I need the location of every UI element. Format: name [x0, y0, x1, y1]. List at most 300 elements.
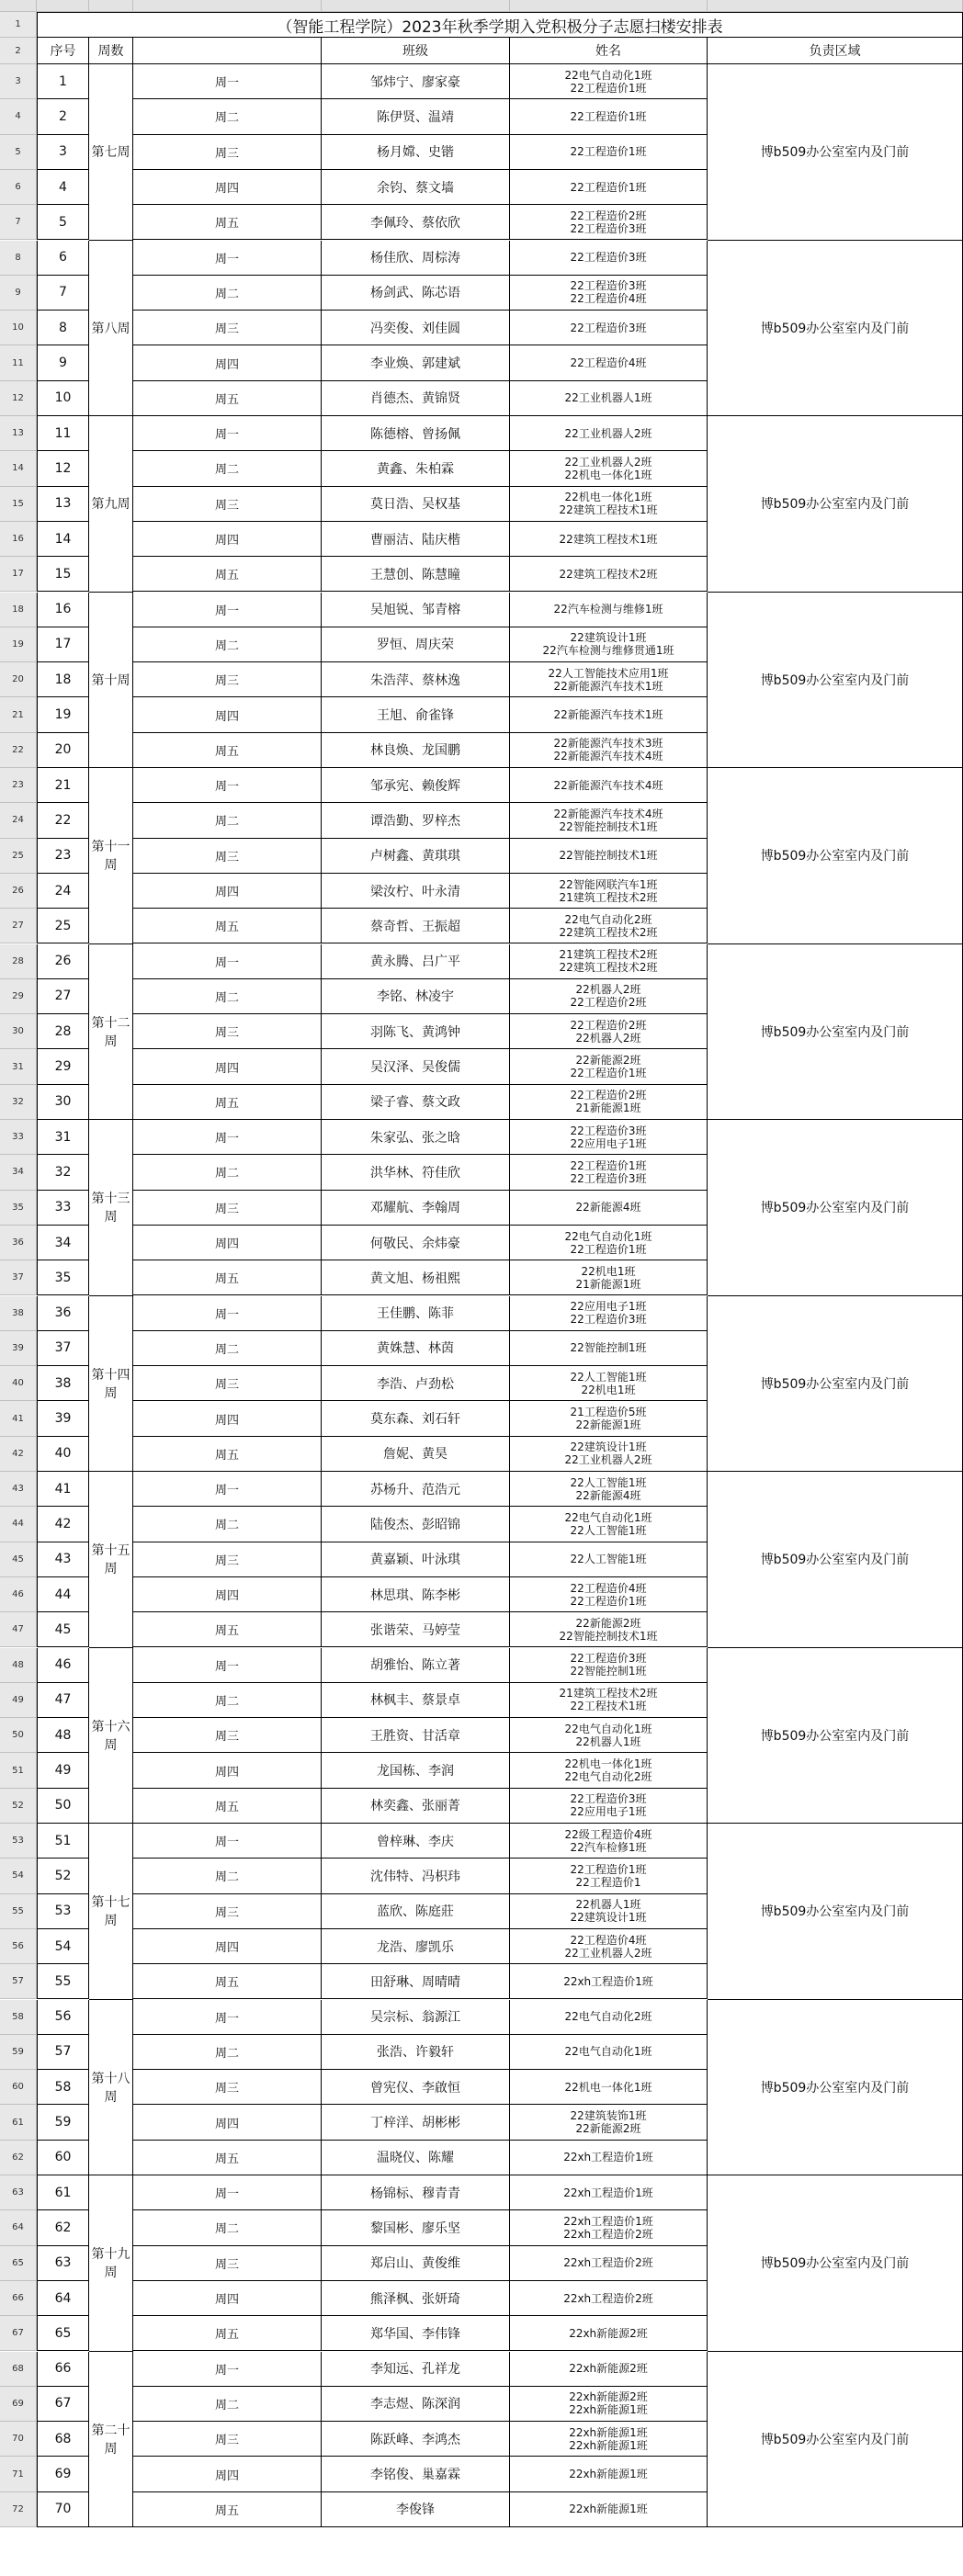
row-number[interactable]: 64 — [0, 2210, 37, 2245]
names-cell[interactable]: 林枫丰、蔡景卓 — [322, 1683, 510, 1718]
names-cell[interactable]: 温晓仪、陈耀 — [322, 2141, 510, 2175]
row-number[interactable]: 61 — [0, 2105, 37, 2140]
seq-cell[interactable]: 67 — [37, 2387, 89, 2422]
weekday-cell[interactable]: 周四 — [133, 697, 322, 732]
names-cell[interactable]: 陈德榕、曾扬佩 — [322, 416, 510, 451]
row-number[interactable]: 47 — [0, 1612, 37, 1647]
row-number[interactable]: 15 — [0, 487, 37, 522]
weekday-cell[interactable]: 周三 — [133, 2422, 322, 2457]
names-cell[interactable]: 李知远、孔祥龙 — [322, 2352, 510, 2387]
column-header[interactable] — [510, 0, 708, 12]
seq-cell[interactable]: 15 — [37, 557, 89, 592]
row-number[interactable]: 57 — [0, 1964, 37, 1999]
class-cell[interactable] — [510, 1683, 708, 1718]
names-cell[interactable]: 梁子睿、蔡文政 — [322, 1085, 510, 1120]
weekday-cell[interactable]: 周一 — [133, 241, 322, 276]
row-number[interactable]: 27 — [0, 909, 37, 943]
row-number[interactable]: 40 — [0, 1366, 37, 1401]
names-cell[interactable]: 李业焕、郭建斌 — [322, 345, 510, 380]
class-cell[interactable] — [510, 803, 708, 838]
class-cell[interactable] — [510, 522, 708, 557]
row-number[interactable]: 25 — [0, 839, 37, 874]
names-cell[interactable]: 李俊锋 — [322, 2492, 510, 2527]
weekday-cell[interactable]: 周五 — [133, 909, 322, 943]
week-cell[interactable]: 第十周 — [89, 593, 133, 769]
seq-cell[interactable]: 37 — [37, 1331, 89, 1366]
names-cell[interactable]: 邹承宪、赖俊辉 — [322, 768, 510, 803]
row-number[interactable]: 53 — [0, 1824, 37, 1859]
class-cell[interactable] — [510, 2387, 708, 2422]
weekday-cell[interactable]: 周五 — [133, 205, 322, 240]
names-cell[interactable]: 王佳鹏、陈菲 — [322, 1296, 510, 1331]
class-cell[interactable] — [510, 1929, 708, 1964]
seq-cell[interactable]: 29 — [37, 1049, 89, 1084]
row-number[interactable]: 46 — [0, 1577, 37, 1612]
row-number[interactable]: 4 — [0, 99, 37, 134]
header-area[interactable]: 负责区域 — [708, 38, 963, 64]
seq-cell[interactable]: 18 — [37, 662, 89, 697]
row-number[interactable]: 67 — [0, 2316, 37, 2351]
seq-cell[interactable]: 30 — [37, 1085, 89, 1120]
seq-cell[interactable]: 42 — [37, 1507, 89, 1542]
class-cell[interactable] — [510, 1191, 708, 1226]
row-number[interactable]: 21 — [0, 697, 37, 732]
row-number[interactable]: 5 — [0, 135, 37, 170]
weekday-cell[interactable]: 周三 — [133, 1894, 322, 1929]
class-cell[interactable] — [510, 768, 708, 803]
weekday-cell[interactable]: 周五 — [133, 2492, 322, 2527]
weekday-cell[interactable]: 周一 — [133, 1648, 322, 1683]
seq-cell[interactable]: 22 — [37, 803, 89, 838]
seq-cell[interactable]: 43 — [37, 1542, 89, 1577]
weekday-cell[interactable]: 周一 — [133, 944, 322, 979]
row-number[interactable]: 14 — [0, 451, 37, 486]
row-number[interactable]: 36 — [0, 1226, 37, 1260]
names-cell[interactable]: 熊泽枫、张妍琦 — [322, 2281, 510, 2316]
row-number[interactable]: 12 — [0, 381, 37, 416]
row-number[interactable]: 19 — [0, 627, 37, 662]
seq-cell[interactable]: 26 — [37, 944, 89, 979]
weekday-cell[interactable]: 周三 — [133, 839, 322, 874]
names-cell[interactable]: 梁汝柠、叶永清 — [322, 874, 510, 909]
area-cell[interactable]: 博b509办公室室内及门前 — [708, 1120, 963, 1296]
row-number[interactable]: 16 — [0, 522, 37, 557]
row-number[interactable]: 58 — [0, 2000, 37, 2035]
seq-cell[interactable]: 2 — [37, 99, 89, 134]
seq-cell[interactable]: 38 — [37, 1366, 89, 1401]
class-cell[interactable] — [510, 1789, 708, 1824]
class-cell[interactable] — [510, 2492, 708, 2527]
weekday-cell[interactable]: 周一 — [133, 1824, 322, 1859]
seq-cell[interactable]: 59 — [37, 2105, 89, 2140]
area-cell[interactable]: 博b509办公室室内及门前 — [708, 1296, 963, 1473]
names-cell[interactable]: 谭浩勤、罗梓杰 — [322, 803, 510, 838]
weekday-cell[interactable]: 周四 — [133, 1753, 322, 1788]
class-cell[interactable] — [510, 1401, 708, 1436]
names-cell[interactable]: 丁梓洋、胡彬彬 — [322, 2105, 510, 2140]
weekday-cell[interactable]: 周五 — [133, 381, 322, 416]
row-number[interactable]: 49 — [0, 1683, 37, 1718]
area-cell[interactable]: 博b509办公室室内及门前 — [708, 416, 963, 593]
class-cell[interactable] — [510, 1296, 708, 1331]
seq-cell[interactable]: 53 — [37, 1894, 89, 1929]
names-cell[interactable]: 陈伊贤、温靖 — [322, 99, 510, 134]
seq-cell[interactable]: 27 — [37, 979, 89, 1014]
seq-cell[interactable]: 36 — [37, 1296, 89, 1331]
seq-cell[interactable]: 4 — [37, 170, 89, 205]
weekday-cell[interactable]: 周四 — [133, 1226, 322, 1260]
seq-cell[interactable]: 33 — [37, 1191, 89, 1226]
weekday-cell[interactable]: 周四 — [133, 1929, 322, 1964]
row-number[interactable]: 43 — [0, 1472, 37, 1507]
names-cell[interactable]: 吴宗标、翁源江 — [322, 2000, 510, 2035]
row-number[interactable]: 3 — [0, 64, 37, 99]
column-header[interactable] — [133, 0, 322, 12]
area-cell[interactable]: 博b509办公室室内及门前 — [708, 2175, 963, 2352]
area-cell[interactable]: 博b509办公室室内及门前 — [708, 241, 963, 417]
names-cell[interactable]: 何敬民、余炜豪 — [322, 1226, 510, 1260]
weekday-cell[interactable]: 周四 — [133, 2281, 322, 2316]
names-cell[interactable]: 蔡奇哲、王振超 — [322, 909, 510, 943]
weekday-cell[interactable]: 周三 — [133, 662, 322, 697]
weekday-cell[interactable]: 周四 — [133, 2457, 322, 2491]
class-cell[interactable] — [510, 2175, 708, 2210]
row-number[interactable]: 7 — [0, 205, 37, 240]
class-cell[interactable] — [510, 627, 708, 662]
class-cell[interactable] — [510, 1085, 708, 1120]
seq-cell[interactable]: 70 — [37, 2492, 89, 2527]
row-number[interactable]: 44 — [0, 1507, 37, 1542]
row-number[interactable]: 8 — [0, 241, 37, 276]
weekday-cell[interactable]: 周四 — [133, 1577, 322, 1612]
weekday-cell[interactable]: 周三 — [133, 1366, 322, 1401]
week-cell[interactable]: 第八周 — [89, 241, 133, 417]
weekday-cell[interactable]: 周三 — [133, 2246, 322, 2281]
weekday-cell[interactable]: 周一 — [133, 1120, 322, 1155]
weekday-cell[interactable]: 周一 — [133, 1296, 322, 1331]
row-number[interactable]: 62 — [0, 2141, 37, 2175]
weekday-cell[interactable]: 周二 — [133, 1683, 322, 1718]
names-cell[interactable]: 曾宪仪、李啟恒 — [322, 2070, 510, 2105]
row-number[interactable]: 45 — [0, 1542, 37, 1577]
class-cell[interactable] — [510, 345, 708, 380]
seq-cell[interactable]: 19 — [37, 697, 89, 732]
class-cell[interactable] — [510, 416, 708, 451]
class-cell[interactable] — [510, 1331, 708, 1366]
seq-cell[interactable]: 31 — [37, 1120, 89, 1155]
names-cell[interactable]: 王慧创、陈慧瞳 — [322, 557, 510, 592]
class-cell[interactable] — [510, 1753, 708, 1788]
weekday-cell[interactable]: 周三 — [133, 1542, 322, 1577]
seq-cell[interactable]: 9 — [37, 345, 89, 380]
seq-cell[interactable]: 63 — [37, 2246, 89, 2281]
weekday-cell[interactable]: 周一 — [133, 2175, 322, 2210]
seq-cell[interactable]: 50 — [37, 1789, 89, 1824]
class-cell[interactable] — [510, 2457, 708, 2491]
seq-cell[interactable]: 48 — [37, 1718, 89, 1753]
weekday-cell[interactable]: 周三 — [133, 487, 322, 522]
weekday-cell[interactable]: 周五 — [133, 1260, 322, 1295]
weekday-cell[interactable]: 周一 — [133, 768, 322, 803]
row-number[interactable]: 9 — [0, 276, 37, 311]
header-name[interactable]: 姓名 — [510, 38, 708, 64]
weekday-cell[interactable]: 周一 — [133, 1472, 322, 1507]
class-cell[interactable] — [510, 2035, 708, 2070]
class-cell[interactable] — [510, 1120, 708, 1155]
names-cell[interactable]: 黄嘉颖、叶泳琪 — [322, 1542, 510, 1577]
select-all-corner[interactable] — [0, 0, 37, 12]
weekday-cell[interactable]: 周二 — [133, 979, 322, 1014]
weekday-cell[interactable]: 周四 — [133, 1049, 322, 1084]
seq-cell[interactable]: 35 — [37, 1260, 89, 1295]
weekday-cell[interactable]: 周三 — [133, 1191, 322, 1226]
class-cell[interactable] — [510, 1542, 708, 1577]
seq-cell[interactable]: 40 — [37, 1437, 89, 1472]
row-number[interactable]: 34 — [0, 1155, 37, 1190]
seq-cell[interactable]: 17 — [37, 627, 89, 662]
seq-cell[interactable]: 57 — [37, 2035, 89, 2070]
weekday-cell[interactable]: 周三 — [133, 135, 322, 170]
row-number[interactable]: 13 — [0, 416, 37, 451]
row-number[interactable]: 71 — [0, 2457, 37, 2491]
seq-cell[interactable]: 10 — [37, 381, 89, 416]
seq-cell[interactable]: 14 — [37, 522, 89, 557]
weekday-cell[interactable]: 周五 — [133, 1612, 322, 1647]
weekday-cell[interactable]: 周四 — [133, 1401, 322, 1436]
week-cell[interactable]: 第十七周 — [89, 1824, 133, 2000]
class-cell[interactable] — [510, 733, 708, 768]
seq-cell[interactable]: 62 — [37, 2210, 89, 2245]
class-cell[interactable] — [510, 381, 708, 416]
names-cell[interactable]: 陆俊杰、彭昭锦 — [322, 1507, 510, 1542]
names-cell[interactable]: 曾梓琳、李庆 — [322, 1824, 510, 1859]
column-header[interactable] — [89, 0, 133, 12]
class-cell[interactable] — [510, 2316, 708, 2351]
weekday-cell[interactable]: 周一 — [133, 64, 322, 99]
class-cell[interactable] — [510, 64, 708, 99]
class-cell[interactable] — [510, 2105, 708, 2140]
names-cell[interactable]: 莫日浩、吴权基 — [322, 487, 510, 522]
row-number[interactable]: 24 — [0, 803, 37, 838]
weekday-cell[interactable]: 周二 — [133, 803, 322, 838]
class-cell[interactable] — [510, 2000, 708, 2035]
class-cell[interactable] — [510, 1964, 708, 1999]
class-cell[interactable] — [510, 451, 708, 486]
class-cell[interactable] — [510, 1014, 708, 1049]
header-week[interactable]: 周数 — [89, 38, 133, 64]
seq-cell[interactable]: 56 — [37, 2000, 89, 2035]
class-cell[interactable] — [510, 99, 708, 134]
class-cell[interactable] — [510, 1437, 708, 1472]
names-cell[interactable]: 林思琪、陈李彬 — [322, 1577, 510, 1612]
class-cell[interactable] — [510, 170, 708, 205]
seq-cell[interactable]: 66 — [37, 2352, 89, 2387]
names-cell[interactable]: 肖德杰、黄锦贤 — [322, 381, 510, 416]
header-class[interactable]: 班级 — [322, 38, 510, 64]
seq-cell[interactable]: 1 — [37, 64, 89, 99]
names-cell[interactable]: 张浩、许毅轩 — [322, 2035, 510, 2070]
row-number[interactable]: 33 — [0, 1120, 37, 1155]
names-cell[interactable]: 洪华林、符佳欣 — [322, 1155, 510, 1190]
header-seq[interactable]: 序号 — [37, 38, 89, 64]
names-cell[interactable]: 陈跃峰、李鸿杰 — [322, 2422, 510, 2457]
class-cell[interactable] — [510, 276, 708, 311]
weekday-cell[interactable]: 周二 — [133, 627, 322, 662]
seq-cell[interactable]: 64 — [37, 2281, 89, 2316]
row-number[interactable]: 17 — [0, 557, 37, 592]
seq-cell[interactable]: 21 — [37, 768, 89, 803]
names-cell[interactable]: 邹炜宁、廖家豪 — [322, 64, 510, 99]
seq-cell[interactable]: 51 — [37, 1824, 89, 1859]
names-cell[interactable]: 郑华国、李伟锋 — [322, 2316, 510, 2351]
seq-cell[interactable]: 60 — [37, 2141, 89, 2175]
class-cell[interactable] — [510, 1648, 708, 1683]
class-cell[interactable] — [510, 1859, 708, 1893]
area-cell[interactable]: 博b509办公室室内及门前 — [708, 2000, 963, 2176]
row-number[interactable]: 72 — [0, 2492, 37, 2527]
class-cell[interactable] — [510, 1507, 708, 1542]
seq-cell[interactable]: 25 — [37, 909, 89, 943]
weekday-cell[interactable]: 周五 — [133, 2316, 322, 2351]
row-number[interactable]: 38 — [0, 1296, 37, 1331]
seq-cell[interactable]: 12 — [37, 451, 89, 486]
row-number[interactable]: 65 — [0, 2246, 37, 2281]
seq-cell[interactable]: 46 — [37, 1648, 89, 1683]
names-cell[interactable]: 李铭、林凌宇 — [322, 979, 510, 1014]
seq-cell[interactable]: 13 — [37, 487, 89, 522]
class-cell[interactable] — [510, 909, 708, 943]
class-cell[interactable] — [510, 944, 708, 979]
class-cell[interactable] — [510, 1472, 708, 1507]
class-cell[interactable] — [510, 1260, 708, 1295]
weekday-cell[interactable]: 周四 — [133, 2105, 322, 2140]
row-number[interactable]: 50 — [0, 1718, 37, 1753]
class-cell[interactable] — [510, 1577, 708, 1612]
names-cell[interactable]: 黄永腾、吕广平 — [322, 944, 510, 979]
weekday-cell[interactable]: 周一 — [133, 2000, 322, 2035]
class-cell[interactable] — [510, 874, 708, 909]
area-cell[interactable]: 博b509办公室室内及门前 — [708, 1824, 963, 2000]
class-cell[interactable] — [510, 1824, 708, 1859]
column-header[interactable] — [322, 0, 510, 12]
area-cell[interactable]: 博b509办公室室内及门前 — [708, 593, 963, 769]
seq-cell[interactable]: 24 — [37, 874, 89, 909]
weekday-cell[interactable]: 周二 — [133, 99, 322, 134]
weekday-cell[interactable]: 周三 — [133, 1014, 322, 1049]
class-cell[interactable] — [510, 697, 708, 732]
weekday-cell[interactable]: 周二 — [133, 2210, 322, 2245]
seq-cell[interactable]: 11 — [37, 416, 89, 451]
row-number[interactable]: 2 — [0, 38, 37, 64]
weekday-cell[interactable]: 周四 — [133, 874, 322, 909]
weekday-cell[interactable]: 周四 — [133, 170, 322, 205]
week-cell[interactable]: 第十三周 — [89, 1120, 133, 1296]
row-number[interactable]: 41 — [0, 1401, 37, 1436]
weekday-cell[interactable]: 周一 — [133, 416, 322, 451]
seq-cell[interactable]: 61 — [37, 2175, 89, 2210]
names-cell[interactable]: 杨月嫦、史锴 — [322, 135, 510, 170]
class-cell[interactable] — [510, 1894, 708, 1929]
class-cell[interactable] — [510, 557, 708, 592]
row-number[interactable]: 30 — [0, 1014, 37, 1049]
seq-cell[interactable]: 16 — [37, 593, 89, 627]
names-cell[interactable]: 龙国栋、李润 — [322, 1753, 510, 1788]
row-number[interactable]: 42 — [0, 1437, 37, 1472]
row-number[interactable]: 59 — [0, 2035, 37, 2070]
row-number[interactable]: 11 — [0, 345, 37, 380]
class-cell[interactable] — [510, 1718, 708, 1753]
class-cell[interactable] — [510, 2352, 708, 2387]
class-cell[interactable] — [510, 662, 708, 697]
weekday-cell[interactable]: 周二 — [133, 276, 322, 311]
seq-cell[interactable]: 45 — [37, 1612, 89, 1647]
seq-cell[interactable]: 6 — [37, 241, 89, 276]
class-cell[interactable] — [510, 2210, 708, 2245]
seq-cell[interactable]: 54 — [37, 1929, 89, 1964]
names-cell[interactable]: 黄姝慧、林茵 — [322, 1331, 510, 1366]
seq-cell[interactable]: 69 — [37, 2457, 89, 2491]
row-number[interactable]: 66 — [0, 2281, 37, 2316]
seq-cell[interactable]: 44 — [37, 1577, 89, 1612]
weekday-cell[interactable]: 周五 — [133, 733, 322, 768]
class-cell[interactable] — [510, 2141, 708, 2175]
class-cell[interactable] — [510, 1226, 708, 1260]
week-cell[interactable]: 第十四周 — [89, 1296, 133, 1473]
names-cell[interactable]: 蓝欣、陈庭莊 — [322, 1894, 510, 1929]
row-number[interactable]: 6 — [0, 170, 37, 205]
names-cell[interactable]: 林奕鑫、张丽菁 — [322, 1789, 510, 1824]
class-cell[interactable] — [510, 2281, 708, 2316]
row-number[interactable]: 51 — [0, 1753, 37, 1788]
column-header[interactable] — [708, 0, 963, 12]
row-number[interactable]: 60 — [0, 2070, 37, 2105]
names-cell[interactable]: 莫东森、刘石轩 — [322, 1401, 510, 1436]
area-cell[interactable]: 博b509办公室室内及门前 — [708, 1648, 963, 1825]
row-number[interactable]: 56 — [0, 1929, 37, 1964]
row-number[interactable]: 39 — [0, 1331, 37, 1366]
names-cell[interactable]: 罗恒、周庆荣 — [322, 627, 510, 662]
row-number[interactable]: 68 — [0, 2352, 37, 2387]
week-cell[interactable]: 第七周 — [89, 64, 133, 241]
weekday-cell[interactable]: 周五 — [133, 1085, 322, 1120]
weekday-cell[interactable]: 周二 — [133, 1331, 322, 1366]
names-cell[interactable]: 黎国彬、廖乐坚 — [322, 2210, 510, 2245]
weekday-cell[interactable]: 周五 — [133, 2141, 322, 2175]
names-cell[interactable]: 吴旭锐、邹青榕 — [322, 593, 510, 627]
row-number[interactable]: 26 — [0, 874, 37, 909]
names-cell[interactable]: 李铭俊、巢嘉霖 — [322, 2457, 510, 2491]
weekday-cell[interactable]: 周二 — [133, 451, 322, 486]
names-cell[interactable]: 邓耀航、李翰周 — [322, 1191, 510, 1226]
weekday-cell[interactable]: 周四 — [133, 345, 322, 380]
weekday-cell[interactable]: 周三 — [133, 311, 322, 345]
row-number[interactable]: 22 — [0, 733, 37, 768]
class-cell[interactable] — [510, 839, 708, 874]
names-cell[interactable]: 吴汉泽、吴俊儒 — [322, 1049, 510, 1084]
names-cell[interactable]: 李浩、卢劲松 — [322, 1366, 510, 1401]
seq-cell[interactable]: 47 — [37, 1683, 89, 1718]
class-cell[interactable] — [510, 2422, 708, 2457]
class-cell[interactable] — [510, 241, 708, 276]
class-cell[interactable] — [510, 979, 708, 1014]
names-cell[interactable]: 王胜资、甘活章 — [322, 1718, 510, 1753]
seq-cell[interactable]: 41 — [37, 1472, 89, 1507]
row-number[interactable]: 28 — [0, 944, 37, 979]
weekday-cell[interactable]: 周一 — [133, 593, 322, 627]
row-number[interactable]: 29 — [0, 979, 37, 1014]
row-number[interactable]: 10 — [0, 311, 37, 345]
seq-cell[interactable]: 52 — [37, 1859, 89, 1893]
